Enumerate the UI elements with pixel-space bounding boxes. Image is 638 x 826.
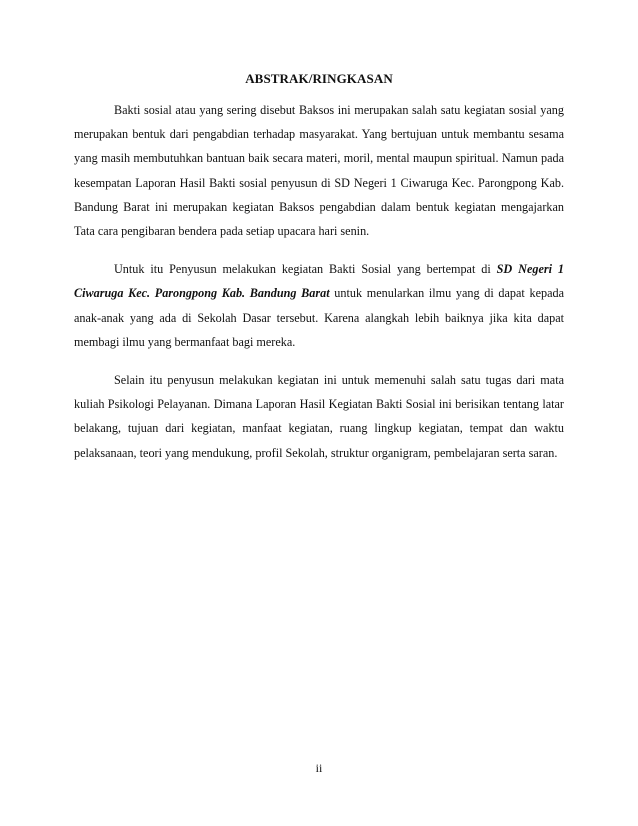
document-title: ABSTRAK/RINGKASAN [245, 71, 393, 86]
paragraph-3-text: Selain itu penyusun melakukan kegiatan ini untuk memenuhi salah satu tugas dari mata kuliah Psikologi Pelayanan. Dimana Laporan Hasil Kegiatan Bakti Sosial ini berisikan tentang latar belakang, tujuan dari kegiatan, manfaat kegiatan, ruang lingkup kegiatan, tempat dan waktu pelaksanaan, teori yang mendukung, profil Sekolah, struktur organigram, pembelajaran serta saran. [74, 373, 564, 460]
paragraph-1-text: Bakti sosial atau yang sering disebut Baksos ini merupakan salah satu kegiatan sosial yang merupakan bentuk dari pengabdian terhadap masyarakat. Yang bertujuan untuk membantu sesama yang masih membutuhkan bantuan baik secara materi, moril, mental maupun spiritual. Namun pada kesempatan Laporan Hasil Bakti sosial penyusun di SD Negeri 1 Ciwaruga Kec. Parongpong Kab. Bandung Barat ini merupakan kegiatan Baksos pengabdian dalam bentuk kegiatan mengajarkan Tata cara pengibaran bendera pada setiap upacara hari senin. [74, 103, 564, 239]
paragraph-2-text-end: untuk menularkan ilmu yang di dapat kepada anak-anak yang ada di Sekolah Dasar tersebut. Karena alangkah lebih baiknya jika kita dapat membagi ilmu yang bermanfaat bagi mereka. [74, 286, 564, 349]
paragraph-1 [74, 98, 564, 243]
page-number: ii [315, 761, 323, 775]
abstract-body [74, 98, 564, 479]
paragraph-3 [74, 368, 564, 465]
paragraph-2-text-start: Untuk itu Penyusun melakukan kegiatan Bakti Sosial yang bertempat di [114, 262, 497, 277]
paragraph-2 [74, 257, 564, 354]
school-location-emphasis: SD Negeri 1 Ciwaruga Kec. Parongpong Kab. Bandung Barat [74, 262, 564, 301]
